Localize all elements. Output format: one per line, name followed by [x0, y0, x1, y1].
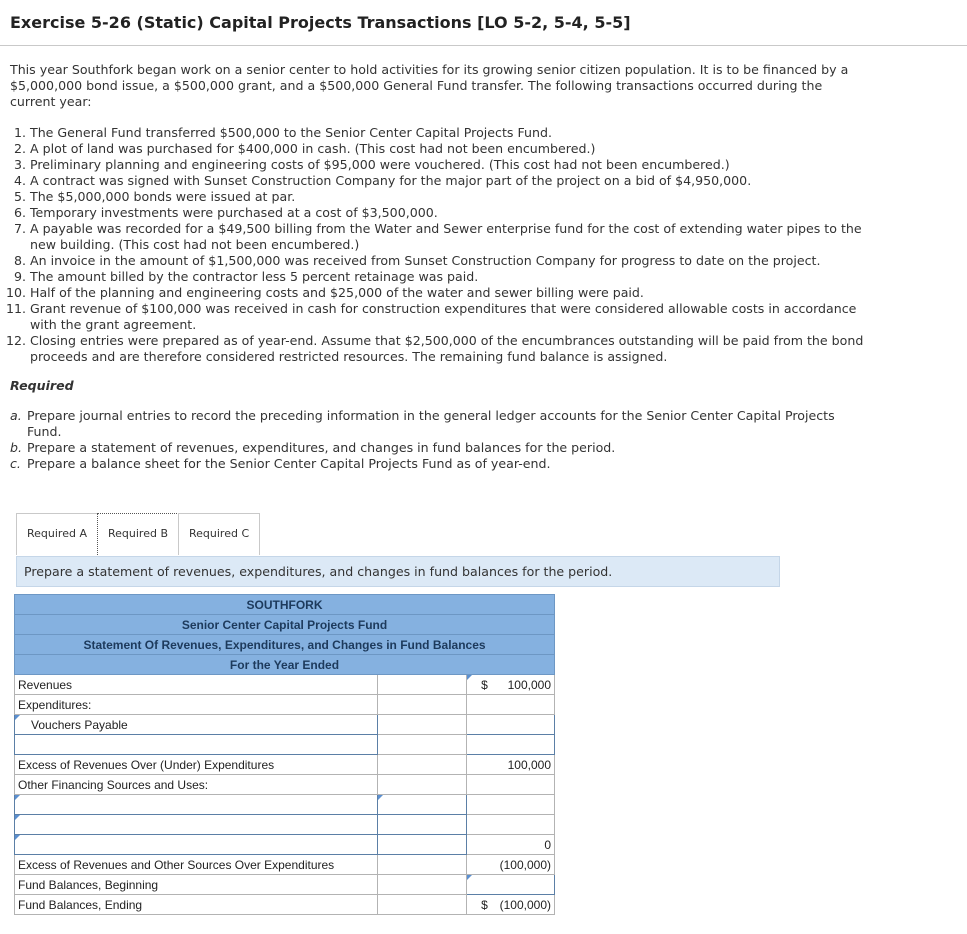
item-text: Preliminary planning and engineering costs of $95,000 were vouchered. (This cost had not been encumbered.) — [30, 157, 730, 172]
item-number: 11. — [5, 301, 26, 316]
item-text: The $5,000,000 bonds were issued at par. — [30, 189, 296, 204]
statement-fund: Senior Center Capital Projects Fund — [15, 615, 555, 635]
vouchers-mid-cell — [378, 715, 467, 735]
fund-balance-beginning-input[interactable] — [467, 875, 555, 895]
vouchers-payable-label: Vouchers Payable — [31, 717, 128, 732]
table-row — [15, 735, 555, 755]
item-number: 2. — [13, 141, 26, 156]
excess-other-sources-mid-cell — [378, 855, 467, 875]
fund-balance-ending-cell — [467, 895, 555, 915]
list-item — [0, 173, 870, 189]
intro-paragraph: This year Southfork began work on a senior center to hold activities for its growing senior citizen population. It is to be financed by a $5,000,000 bond issue, a $500,000 grant, and a $500,000 General Fund transfer. The following transactions occurred during the current year: — [10, 62, 849, 109]
tab-required-c[interactable]: Required C — [178, 513, 260, 555]
title-divider — [0, 45, 967, 46]
required-key: c. — [10, 456, 21, 471]
list-item — [0, 205, 870, 221]
item-number: 1. — [13, 125, 26, 140]
revenues-amount-cell[interactable] — [467, 675, 555, 695]
revenues-mid-cell — [378, 675, 467, 695]
item-number: 4. — [13, 173, 26, 188]
list-item — [0, 141, 870, 157]
revenues-label: Revenues — [15, 675, 378, 695]
fund-balance-beginning-label: Fund Balances, Beginning — [15, 875, 378, 895]
required-heading: Required — [10, 378, 74, 393]
item-text: A plot of land was purchased for $400,000 in cash. (This cost had not been encumbered.) — [30, 141, 596, 156]
financing-line-1-total-cell — [467, 795, 555, 815]
table-row — [15, 815, 555, 835]
list-item — [0, 301, 870, 333]
item-text: The General Fund transferred $500,000 to the Senior Center Capital Projects Fund. — [30, 125, 552, 140]
list-item — [0, 157, 870, 173]
expenditures-label: Expenditures: — [15, 695, 378, 715]
item-text: A contract was signed with Sunset Construction Company for the major part of the project on a bid of $4,950,000. — [30, 173, 752, 188]
required-key: a. — [10, 408, 22, 423]
financing-line-2-total-cell — [467, 815, 555, 835]
excess-revenues-label: Excess of Revenues Over (Under) Expenditures — [15, 755, 378, 775]
tab-required-b[interactable]: Required B — [97, 513, 179, 555]
input-marker-icon — [378, 795, 383, 800]
input-marker-icon — [15, 835, 20, 840]
excess-other-sources-label: Excess of Revenues and Other Sources Over Expenditures — [15, 855, 378, 875]
financing-line-3-amount-input[interactable] — [378, 835, 467, 855]
list-item — [0, 189, 870, 205]
financing-line-2-input[interactable] — [15, 815, 378, 835]
financing-total-amount: 0 — [467, 835, 555, 855]
table-row — [15, 895, 555, 915]
required-tabs — [16, 513, 260, 555]
fund-balance-ending-mid-cell — [378, 895, 467, 915]
transaction-list — [0, 125, 870, 365]
currency-symbol: $ — [481, 677, 488, 692]
expenditures-mid-cell — [378, 695, 467, 715]
excess-revenues-mid-cell — [378, 755, 467, 775]
list-item — [0, 285, 870, 301]
financing-line-3-input[interactable] — [15, 835, 378, 855]
required-key: b. — [10, 440, 22, 455]
other-financing-amount-cell — [467, 775, 555, 795]
statement-entity: SOUTHFORK — [15, 595, 555, 615]
input-marker-icon — [15, 815, 20, 820]
item-number: 9. — [13, 269, 26, 284]
vouchers-amount-input[interactable] — [467, 715, 555, 735]
fund-balance-ending-amount: (100,000) — [499, 897, 551, 912]
financing-line-1-amount-input[interactable] — [378, 795, 467, 815]
table-row — [15, 755, 555, 775]
table-row — [15, 715, 555, 735]
expenditures-amount-cell — [467, 695, 555, 715]
table-row — [15, 675, 555, 695]
item-number: 5. — [13, 189, 26, 204]
input-marker-icon — [15, 715, 20, 720]
list-item — [0, 125, 870, 141]
input-marker-icon — [15, 795, 20, 800]
input-marker-icon — [467, 675, 472, 680]
list-item — [0, 221, 870, 253]
statement-table — [14, 594, 555, 915]
required-list — [10, 408, 840, 472]
table-row — [15, 775, 555, 795]
required-item — [10, 456, 840, 472]
currency-symbol: $ — [481, 897, 488, 912]
item-text: The amount billed by the contractor less 5 percent retainage was paid. — [30, 269, 479, 284]
statement-period: For the Year Ended — [15, 655, 555, 675]
tab-required-a[interactable]: Required A — [16, 513, 98, 555]
financing-line-1-input[interactable] — [15, 795, 378, 815]
table-row — [15, 695, 555, 715]
other-financing-mid-cell — [378, 775, 467, 795]
required-item — [10, 408, 840, 440]
required-text: Prepare a statement of revenues, expenditures, and changes in fund balances for the period. — [27, 440, 616, 455]
fund-balance-beginning-mid-cell — [378, 875, 467, 895]
excess-revenues-amount: 100,000 — [467, 755, 555, 775]
table-row — [15, 875, 555, 895]
required-text: Prepare a balance sheet for the Senior Center Capital Projects Fund as of year-end. — [27, 456, 551, 471]
expenditure-line-amount-input[interactable] — [467, 735, 555, 755]
item-text: An invoice in the amount of $1,500,000 was received from Sunset Construction Company for progress to date on the project. — [30, 253, 821, 268]
item-number: 12. — [5, 333, 26, 348]
item-text: Grant revenue of $100,000 was received in cash for construction expenditures that were considered allowable costs in accordance with the grant agreement. — [30, 301, 857, 332]
item-number: 7. — [13, 221, 26, 236]
item-text: Closing entries were prepared as of year-end. Assume that $2,500,000 of the encumbrances outstanding will be paid from the bond proceeds and are therefore considered restricted resources. The remaining fund balance is assigned. — [30, 333, 864, 364]
item-text: Temporary investments were purchased at a cost of $3,500,000. — [30, 205, 438, 220]
financing-line-2-amount-input[interactable] — [378, 815, 467, 835]
table-row — [15, 855, 555, 875]
list-item — [0, 269, 870, 285]
required-item — [10, 440, 840, 456]
list-item — [0, 333, 870, 365]
item-text: A payable was recorded for a $49,500 billing from the Water and Sewer enterprise fund for the cost of extending water pipes to the new building. (This cost had not been encumbered.) — [30, 221, 862, 252]
expenditure-line-input[interactable] — [15, 735, 378, 755]
item-number: 3. — [13, 157, 26, 172]
fund-balance-ending-label: Fund Balances, Ending — [15, 895, 378, 915]
table-row — [15, 835, 555, 855]
table-row — [15, 795, 555, 815]
item-number: 10. — [5, 285, 26, 300]
instruction-banner: Prepare a statement of revenues, expenditures, and changes in fund balances for the period. — [16, 556, 780, 587]
statement-name: Statement Of Revenues, Expenditures, and Changes in Fund Balances — [15, 635, 555, 655]
excess-other-sources-amount: (100,000) — [467, 855, 555, 875]
revenues-amount: 100,000 — [507, 677, 551, 692]
other-financing-label: Other Financing Sources and Uses: — [15, 775, 378, 795]
vouchers-payable-input[interactable] — [15, 715, 378, 735]
required-text: Prepare journal entries to record the preceding information in the general ledger accounts for the Senior Center Capital Projects Fund. — [27, 408, 835, 439]
page-title: Exercise 5-26 (Static) Capital Projects Transactions [LO 5-2, 5-4, 5-5] — [10, 13, 631, 32]
list-item — [0, 253, 870, 269]
input-marker-icon — [467, 875, 472, 880]
expenditure-line-mid-cell — [378, 735, 467, 755]
item-number: 8. — [13, 253, 26, 268]
item-text: Half of the planning and engineering costs and $25,000 of the water and sewer billing were paid. — [30, 285, 644, 300]
item-number: 6. — [13, 205, 26, 220]
